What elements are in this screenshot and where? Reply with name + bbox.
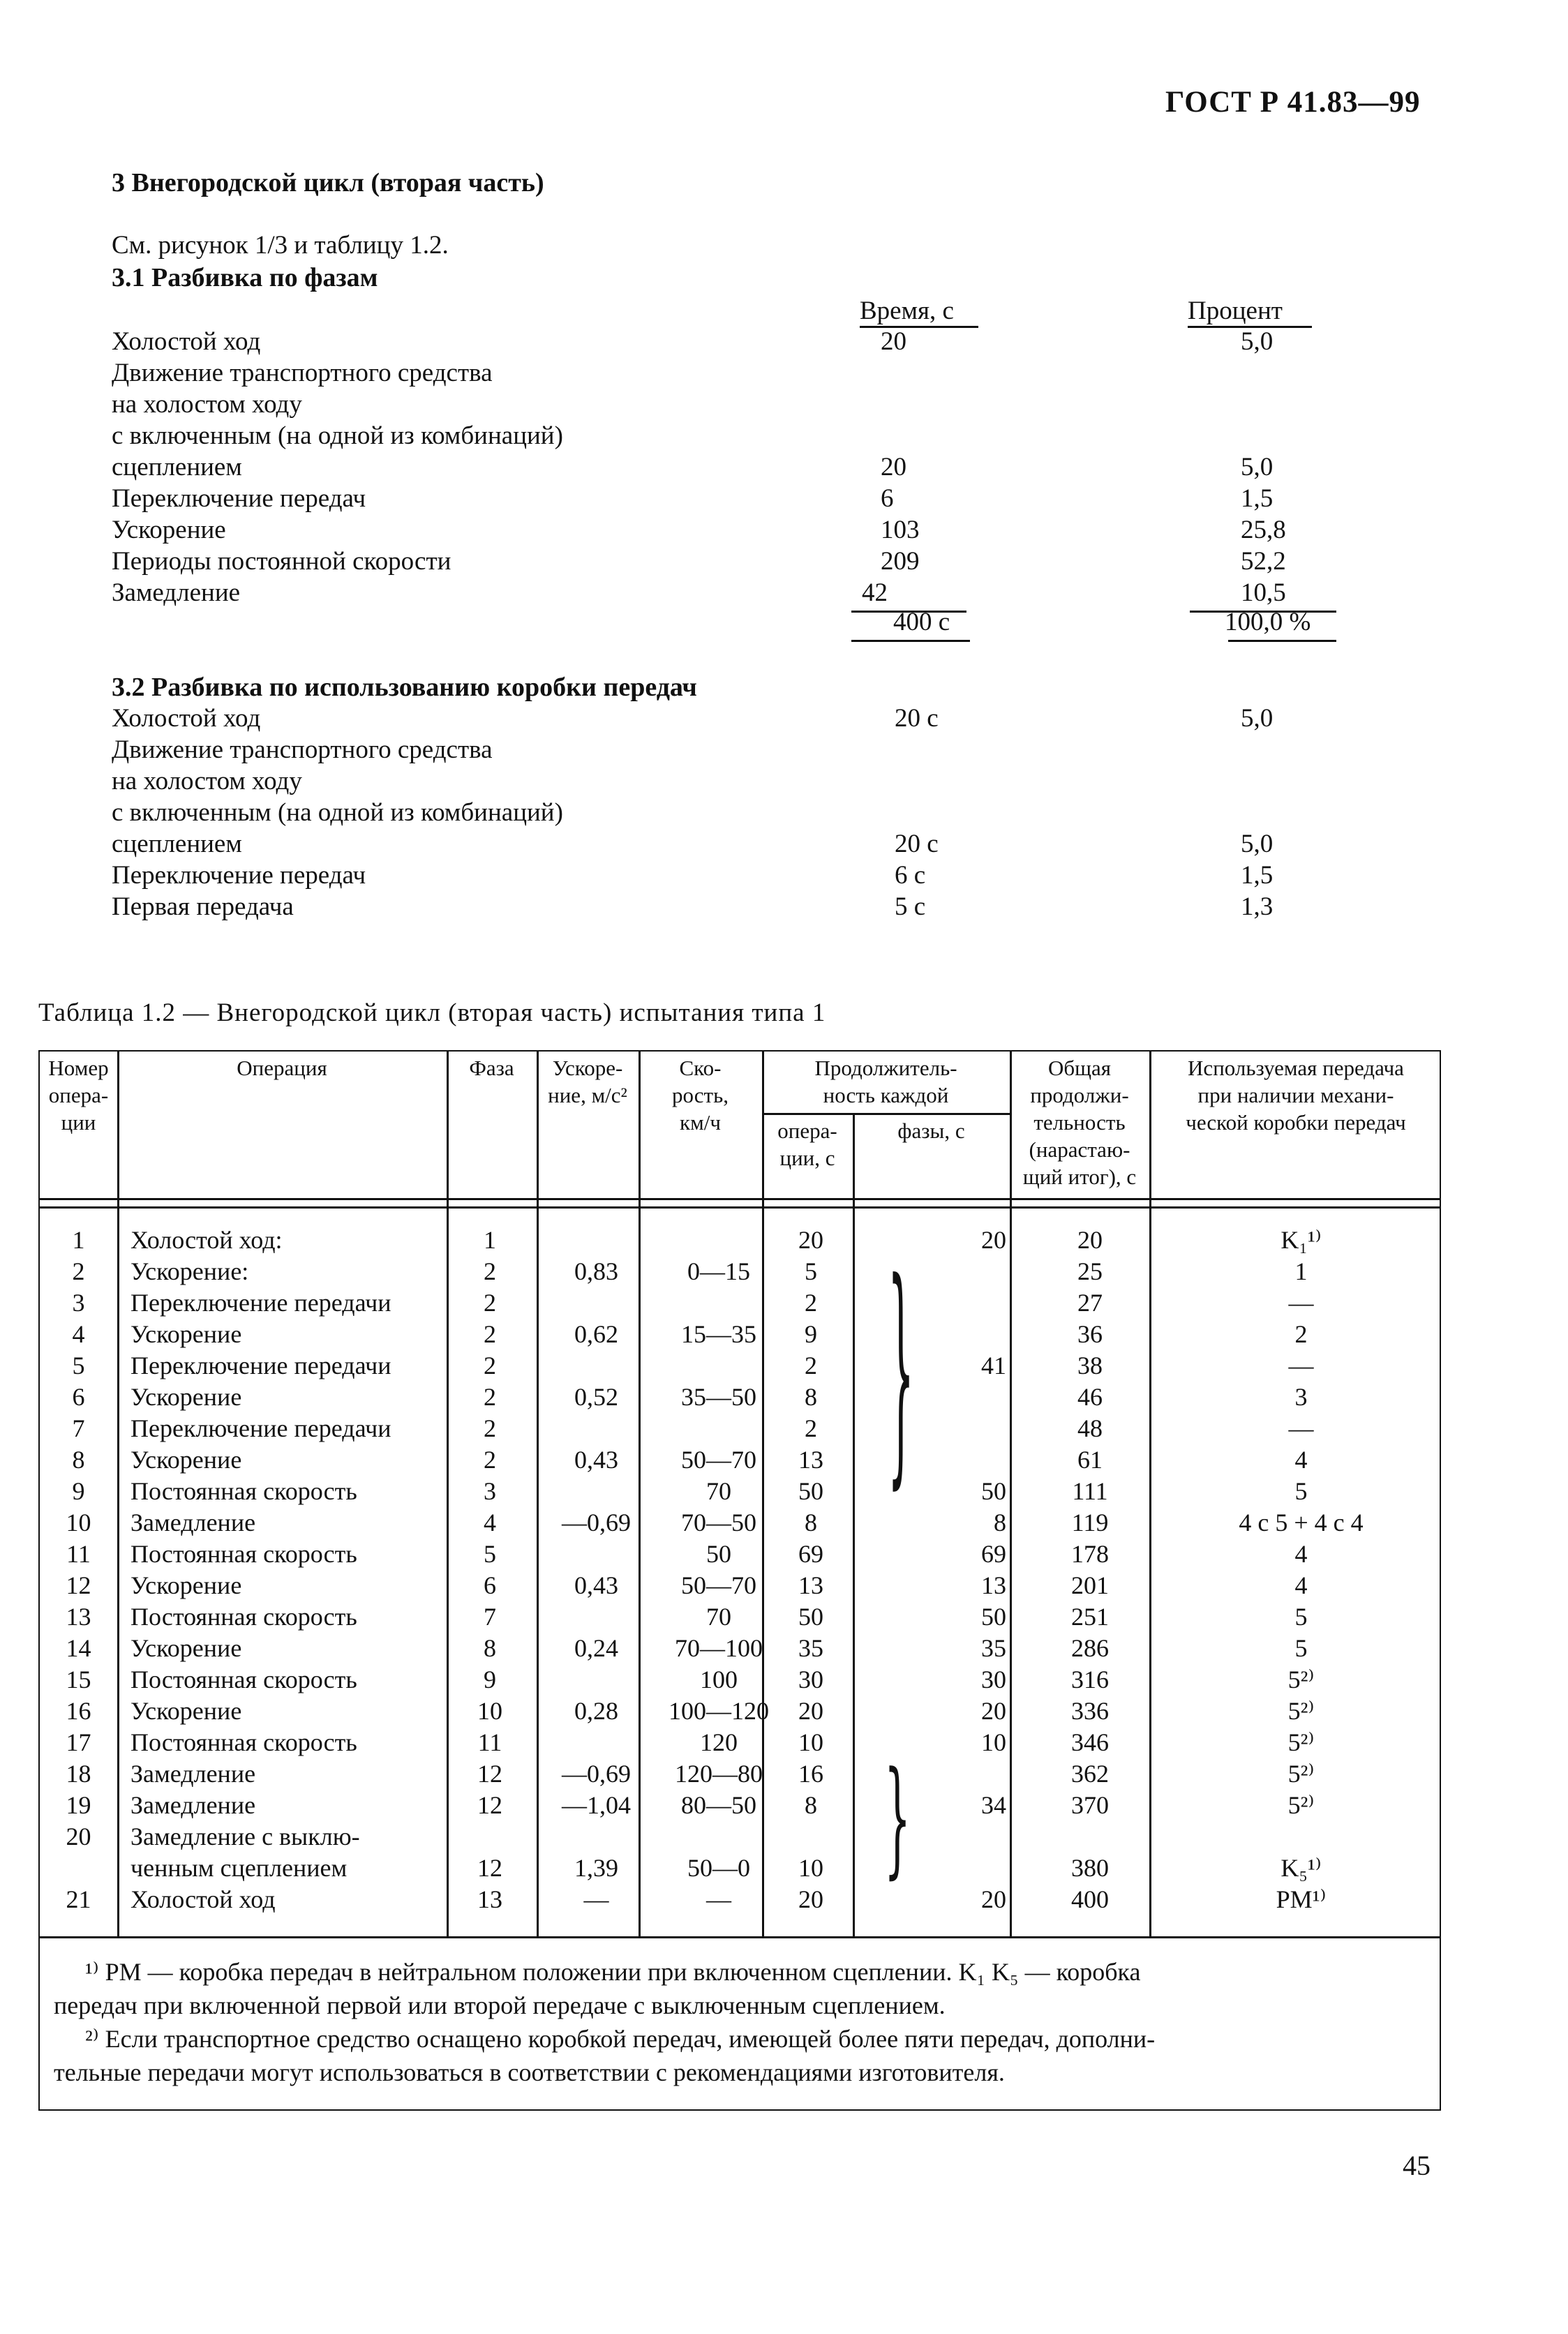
cell-accel: 0,43: [574, 1446, 618, 1474]
cell-dop: 2: [805, 1352, 817, 1379]
cell-phase: 2: [484, 1383, 496, 1411]
cell-total: 201: [1071, 1571, 1109, 1599]
cell-accel: 0,28: [574, 1697, 618, 1725]
table-row: [40, 1382, 1440, 1413]
cell-total: 27: [1077, 1289, 1103, 1317]
cell-total: 346: [1071, 1728, 1109, 1756]
cell-phase: 2: [484, 1257, 496, 1285]
gear-usage-label: Переключение передач: [112, 861, 366, 890]
cell-num: 2: [72, 1257, 85, 1285]
cell-dop: 10: [798, 1728, 823, 1756]
table-row: [40, 1444, 1440, 1476]
page-number: 45: [1403, 2150, 1431, 2181]
cell-phase: 5: [484, 1540, 496, 1568]
cell-total: 370: [1071, 1791, 1109, 1819]
cell-num: 11: [66, 1540, 91, 1568]
total-percent: 100,0 %: [1225, 608, 1311, 636]
breakdown-percent: 52,2: [1241, 547, 1286, 576]
cell-gear: —: [1288, 1414, 1314, 1442]
cell-phase: 3: [484, 1477, 496, 1505]
cell-dop: 8: [805, 1791, 817, 1819]
table-row: [40, 1256, 1440, 1287]
cell-num: 21: [66, 1885, 91, 1913]
header-phase: Фаза: [469, 1056, 514, 1080]
cell-phase: 12: [477, 1760, 502, 1788]
cell-accel: 0,52: [574, 1383, 618, 1411]
header-speed: Ско- рость, км/ч: [672, 1056, 729, 1135]
cell-num: 19: [66, 1791, 91, 1819]
cell-num: 18: [66, 1760, 91, 1788]
cell-dop: 2: [805, 1414, 817, 1442]
cell-dop: 13: [798, 1571, 823, 1599]
header-acceleration: Ускоре- ние, м/с²: [548, 1056, 627, 1107]
cell-dop: 13: [798, 1446, 823, 1474]
cell-op: Холостой ход: [130, 1885, 276, 1913]
cell-speed: 70—100: [675, 1634, 763, 1662]
cell-dop: 20: [798, 1885, 823, 1913]
cell-total: 119: [1071, 1509, 1109, 1536]
cell-phase: 2: [484, 1414, 496, 1442]
cell-accel: —: [583, 1885, 609, 1913]
header-total: Общая продолжи- тельность (нарастаю- щий итог), с: [1022, 1056, 1137, 1189]
breakdown-percent: 10,5: [1241, 578, 1286, 607]
cell-dop: 20: [798, 1226, 823, 1254]
breakdown-label: Холостой ход: [112, 327, 261, 356]
table-row: [40, 1853, 1440, 1884]
cell-op: Ускорение:: [130, 1257, 249, 1285]
cell-speed: 120: [700, 1728, 738, 1756]
cell-op: Замедление с выклю-: [130, 1823, 360, 1850]
cell-num: 13: [66, 1603, 91, 1631]
cell-gear: 5: [1294, 1477, 1308, 1505]
cell-total: 286: [1071, 1634, 1109, 1662]
cell-accel: —0,69: [562, 1760, 631, 1788]
cell-accel: —1,04: [562, 1791, 631, 1819]
cell-accel: 0,83: [574, 1257, 618, 1285]
gear-usage-label: на холостом ходу: [112, 767, 302, 795]
cell-num: 7: [72, 1414, 85, 1442]
total-time: 400 с: [893, 608, 950, 636]
cell-num: 4: [72, 1320, 85, 1348]
cell-phase: 2: [484, 1289, 496, 1317]
cell-dop: 50: [798, 1477, 823, 1505]
cell-op: Ускорение: [130, 1320, 242, 1348]
cell-dph: 41: [981, 1352, 1006, 1379]
cell-dop: 69: [798, 1540, 823, 1568]
cell-dph: 20: [981, 1697, 1006, 1725]
cell-phase: 2: [484, 1352, 496, 1379]
cell-phase: 12: [477, 1854, 502, 1882]
cell-speed: 100: [700, 1666, 738, 1693]
cell-dop: 8: [805, 1509, 817, 1536]
breakdown-percent: 5,0: [1241, 327, 1274, 356]
cell-total: 25: [1077, 1257, 1103, 1285]
breakdown-label: Переключение передач: [112, 484, 366, 513]
cell-phase: 7: [484, 1603, 496, 1631]
table-row: [40, 1790, 1440, 1821]
cell-num: 6: [72, 1383, 85, 1411]
cell-accel: 1,39: [574, 1854, 618, 1882]
cell-dph: 50: [981, 1477, 1006, 1505]
cell-dop: 30: [798, 1666, 823, 1693]
cell-gear: K₁¹⁾: [1280, 1226, 1322, 1254]
cell-speed: 70—50: [681, 1509, 756, 1536]
gear-usage-label: сцеплением: [112, 830, 242, 858]
cell-phase: 9: [484, 1666, 496, 1693]
cell-op: Ускорение: [130, 1634, 242, 1662]
cell-total: 61: [1077, 1446, 1103, 1474]
cell-phase: 2: [484, 1320, 496, 1348]
cell-dop: 20: [798, 1697, 823, 1725]
breakdown-label: на холостом ходу: [112, 390, 302, 419]
breakdown-time: 20: [881, 453, 906, 481]
breakdown-label: сцеплением: [112, 453, 242, 481]
table-1-2: [38, 1050, 1441, 2111]
cell-speed: 50—70: [681, 1446, 756, 1474]
gear-usage-time: 6 с: [895, 861, 926, 890]
cell-num: 3: [72, 1289, 85, 1317]
cell-op: Ускорение: [130, 1446, 242, 1474]
header-duration-phase: фазы, с: [897, 1119, 965, 1143]
gear-usage-time: 5 с: [895, 892, 926, 921]
cell-op: ченным сцеплением: [130, 1854, 348, 1882]
brace-phase-2: }: [888, 1234, 915, 1513]
section-3-title: 3 Внегородской цикл (вторая часть): [112, 168, 544, 197]
document-code: ГОСТ Р 41.83—99: [1165, 86, 1421, 119]
cell-phase: 10: [477, 1697, 502, 1725]
cell-dop: 2: [805, 1289, 817, 1317]
header-number: Номер опера- ции: [48, 1056, 109, 1135]
cell-total: 316: [1071, 1666, 1109, 1693]
cell-phase: 13: [477, 1885, 502, 1913]
cell-op: Постоянная скорость: [130, 1666, 357, 1693]
cell-phase: 8: [484, 1634, 496, 1662]
cell-gear: 5: [1294, 1634, 1308, 1662]
gear-usage-label: Первая передача: [112, 892, 294, 921]
cell-gear: 5²⁾: [1287, 1728, 1315, 1756]
cell-gear: K₅¹⁾: [1280, 1854, 1322, 1882]
cell-op: Ускорение: [130, 1571, 242, 1599]
cell-dop: 16: [798, 1760, 823, 1788]
table-row: [40, 1350, 1440, 1382]
cell-speed: 100—120: [669, 1697, 769, 1725]
cell-dph: 10: [981, 1728, 1006, 1756]
cell-phase: 6: [484, 1571, 496, 1599]
cell-gear: 4: [1294, 1540, 1308, 1568]
table-row: [40, 1570, 1440, 1601]
breakdown-time: 6: [881, 484, 894, 513]
breakdown-label: Ускорение: [112, 516, 226, 544]
cell-op: Постоянная скорость: [130, 1603, 357, 1631]
cell-num: 17: [66, 1728, 91, 1756]
cell-total: 48: [1077, 1414, 1103, 1442]
cell-num: 8: [72, 1446, 85, 1474]
cell-num: 10: [66, 1509, 91, 1536]
cell-gear: 5²⁾: [1287, 1697, 1315, 1725]
cell-total: 251: [1071, 1603, 1109, 1631]
cell-speed: 50—70: [681, 1571, 756, 1599]
cell-op: Постоянная скорость: [130, 1540, 357, 1568]
cell-total: 36: [1077, 1320, 1103, 1348]
cell-total: 111: [1072, 1477, 1108, 1505]
cell-speed: 80—50: [681, 1791, 756, 1819]
header-duration: Продолжитель- ность каждой: [814, 1056, 957, 1107]
breakdown-time: 103: [881, 516, 920, 544]
breakdown-label: с включенным (на одной из комбинаций): [112, 421, 563, 450]
cell-accel: 0,62: [574, 1320, 618, 1348]
breakdown-percent: 25,8: [1241, 516, 1286, 544]
cell-gear: —: [1288, 1352, 1314, 1379]
cell-accel: 0,43: [574, 1571, 618, 1599]
cell-gear: 5²⁾: [1287, 1791, 1315, 1819]
col-percent-header: Процент: [1188, 297, 1283, 325]
breakdown-percent: 5,0: [1241, 453, 1274, 481]
brace-phase-12: }: [884, 1746, 911, 1892]
table-row: [40, 1539, 1440, 1570]
gear-usage-percent: 5,0: [1241, 830, 1274, 858]
footnote-2-line-2: тельные передачи могут использоваться в соответствии с рекомендациями изготовителя.: [54, 2058, 1005, 2086]
breakdown-label: Периоды постоянной скорости: [112, 547, 451, 576]
cell-dph: 69: [981, 1540, 1006, 1568]
cell-total: 20: [1077, 1226, 1103, 1254]
cell-num: 14: [66, 1634, 91, 1662]
table-row: [40, 1225, 1440, 1256]
cell-op: Ускорение: [130, 1383, 242, 1411]
cell-phase: 1: [484, 1226, 496, 1254]
cell-dph: 13: [981, 1571, 1006, 1599]
cell-op: Постоянная скорость: [130, 1728, 357, 1756]
cell-speed: 0—15: [687, 1257, 750, 1285]
cell-phase: 11: [477, 1728, 502, 1756]
section-3-reference: См. рисунок 1/3 и таблицу 1.2.: [112, 231, 449, 260]
cell-dph: 8: [994, 1509, 1006, 1536]
cell-num: 1: [72, 1226, 85, 1254]
table-row: [40, 1664, 1440, 1696]
table-row: [40, 1884, 1440, 1915]
cell-speed: 70: [706, 1477, 731, 1505]
table-row: [40, 1633, 1440, 1664]
header-operation: Операция: [237, 1056, 327, 1080]
table-row: [40, 1476, 1440, 1507]
cell-gear: 1: [1294, 1257, 1308, 1285]
table-caption: Таблица 1.2 — Внегородской цикл (вторая часть) испытания типа 1: [38, 998, 826, 1027]
cell-dop: 8: [805, 1383, 817, 1411]
table-row: [40, 1413, 1440, 1444]
cell-op: Переключение передачи: [130, 1352, 391, 1379]
cell-op: Переключение передачи: [130, 1289, 391, 1317]
cell-accel: —0,69: [562, 1509, 631, 1536]
cell-dph: 20: [981, 1226, 1006, 1254]
cell-op: Холостой ход:: [130, 1226, 283, 1254]
footnote-1-line-1: ¹⁾ PM — коробка передач в нейтральном положении при включенном сцеплении. K₁ K₅ — коробка: [85, 1958, 1141, 1986]
cell-num: 5: [72, 1352, 85, 1379]
cell-num: 9: [72, 1477, 85, 1505]
gear-usage-percent: 1,3: [1241, 892, 1274, 921]
cell-gear: PM¹⁾: [1276, 1885, 1327, 1913]
cell-dph: 30: [981, 1666, 1006, 1693]
cell-op: Постоянная скорость: [130, 1477, 357, 1505]
cell-gear: 5²⁾: [1287, 1760, 1315, 1788]
cell-speed: —: [706, 1885, 731, 1913]
table-row: [40, 1319, 1440, 1350]
cell-gear: 3: [1294, 1383, 1308, 1411]
cell-gear: 4: [1294, 1571, 1308, 1599]
cell-speed: 35—50: [681, 1383, 756, 1411]
cell-op: Переключение передачи: [130, 1414, 391, 1442]
cell-phase: 2: [484, 1446, 496, 1474]
footnote-1-line-2: передач при включенной первой или второй передаче с выключенным сцеплением.: [54, 1991, 946, 2019]
col-time-header: Время, с: [860, 297, 954, 325]
gear-usage-time: 20 с: [895, 704, 939, 733]
cell-speed: 50: [706, 1540, 731, 1568]
gear-usage-percent: 5,0: [1241, 704, 1274, 733]
cell-phase: 12: [477, 1791, 502, 1819]
gear-usage-label: с включенным (на одной из комбинаций): [112, 798, 563, 827]
gear-usage-label: Холостой ход: [112, 704, 261, 733]
cell-dph: 50: [981, 1603, 1006, 1631]
cell-speed: 120—80: [675, 1760, 763, 1788]
gear-usage-time: 20 с: [895, 830, 939, 858]
cell-dph: 20: [981, 1885, 1006, 1913]
cell-dop: 9: [805, 1320, 817, 1348]
breakdown-time: 20: [881, 327, 906, 356]
cell-gear: 4: [1294, 1446, 1308, 1474]
cell-accel: 0,24: [574, 1634, 618, 1662]
breakdown-percent: 1,5: [1241, 484, 1274, 513]
table-row: [40, 1821, 1440, 1853]
cell-gear: 4 с 5 + 4 с 4: [1239, 1509, 1364, 1536]
breakdown-label: Замедление: [112, 578, 241, 607]
cell-op: Ускорение: [130, 1697, 242, 1725]
gear-usage-label: Движение транспортного средства: [112, 735, 493, 764]
cell-total: 46: [1077, 1383, 1103, 1411]
cell-num: 12: [66, 1571, 91, 1599]
table-row: [40, 1758, 1440, 1790]
table-row: [40, 1696, 1440, 1727]
cell-dop: 35: [798, 1634, 823, 1662]
header-duration-operation: опера- ции, с: [777, 1119, 837, 1170]
footnote-2-line-1: ²⁾ Если транспортное средство оснащено коробкой передач, имеющей более пяти передач, дополни-: [85, 2025, 1156, 2053]
cell-speed: 50—0: [687, 1854, 750, 1882]
header-gear: Используемая передача при наличии механи- ческой коробки передач: [1186, 1056, 1406, 1135]
cell-dph: 35: [981, 1634, 1006, 1662]
cell-total: 362: [1071, 1760, 1109, 1788]
cell-gear: 5: [1294, 1603, 1308, 1631]
cell-num: 16: [66, 1697, 91, 1725]
section-31-title: 3.1 Разбивка по фазам: [112, 263, 378, 292]
cell-op: Замедление: [130, 1791, 256, 1819]
section-32-title: 3.2 Разбивка по использованию коробки передач: [112, 673, 697, 702]
cell-dph: 34: [981, 1791, 1006, 1819]
cell-dop: 10: [798, 1854, 823, 1882]
cell-speed: 15—35: [681, 1320, 756, 1348]
cell-num: 20: [66, 1823, 91, 1850]
cell-gear: 5²⁾: [1287, 1666, 1315, 1693]
breakdown-time: 42: [862, 578, 888, 607]
cell-speed: 70: [706, 1603, 731, 1631]
cell-total: 178: [1071, 1540, 1109, 1568]
breakdown-time: 209: [881, 547, 920, 576]
gear-usage-percent: 1,5: [1241, 861, 1274, 890]
cell-op: Замедление: [130, 1760, 256, 1788]
cell-gear: —: [1288, 1289, 1314, 1317]
cell-total: 336: [1071, 1697, 1109, 1725]
table-row: [40, 1601, 1440, 1633]
table-row: [40, 1507, 1440, 1539]
cell-total: 400: [1071, 1885, 1109, 1913]
cell-gear: 2: [1294, 1320, 1308, 1348]
cell-total: 380: [1071, 1854, 1109, 1882]
cell-total: 38: [1077, 1352, 1103, 1379]
table-row: [40, 1287, 1440, 1319]
cell-op: Замедление: [130, 1509, 256, 1536]
cell-num: 15: [66, 1666, 91, 1693]
table-row: [40, 1727, 1440, 1758]
cell-phase: 4: [484, 1509, 496, 1536]
breakdown-label: Движение транспортного средства: [112, 359, 493, 387]
cell-dop: 5: [805, 1257, 817, 1285]
cell-dop: 50: [798, 1603, 823, 1631]
